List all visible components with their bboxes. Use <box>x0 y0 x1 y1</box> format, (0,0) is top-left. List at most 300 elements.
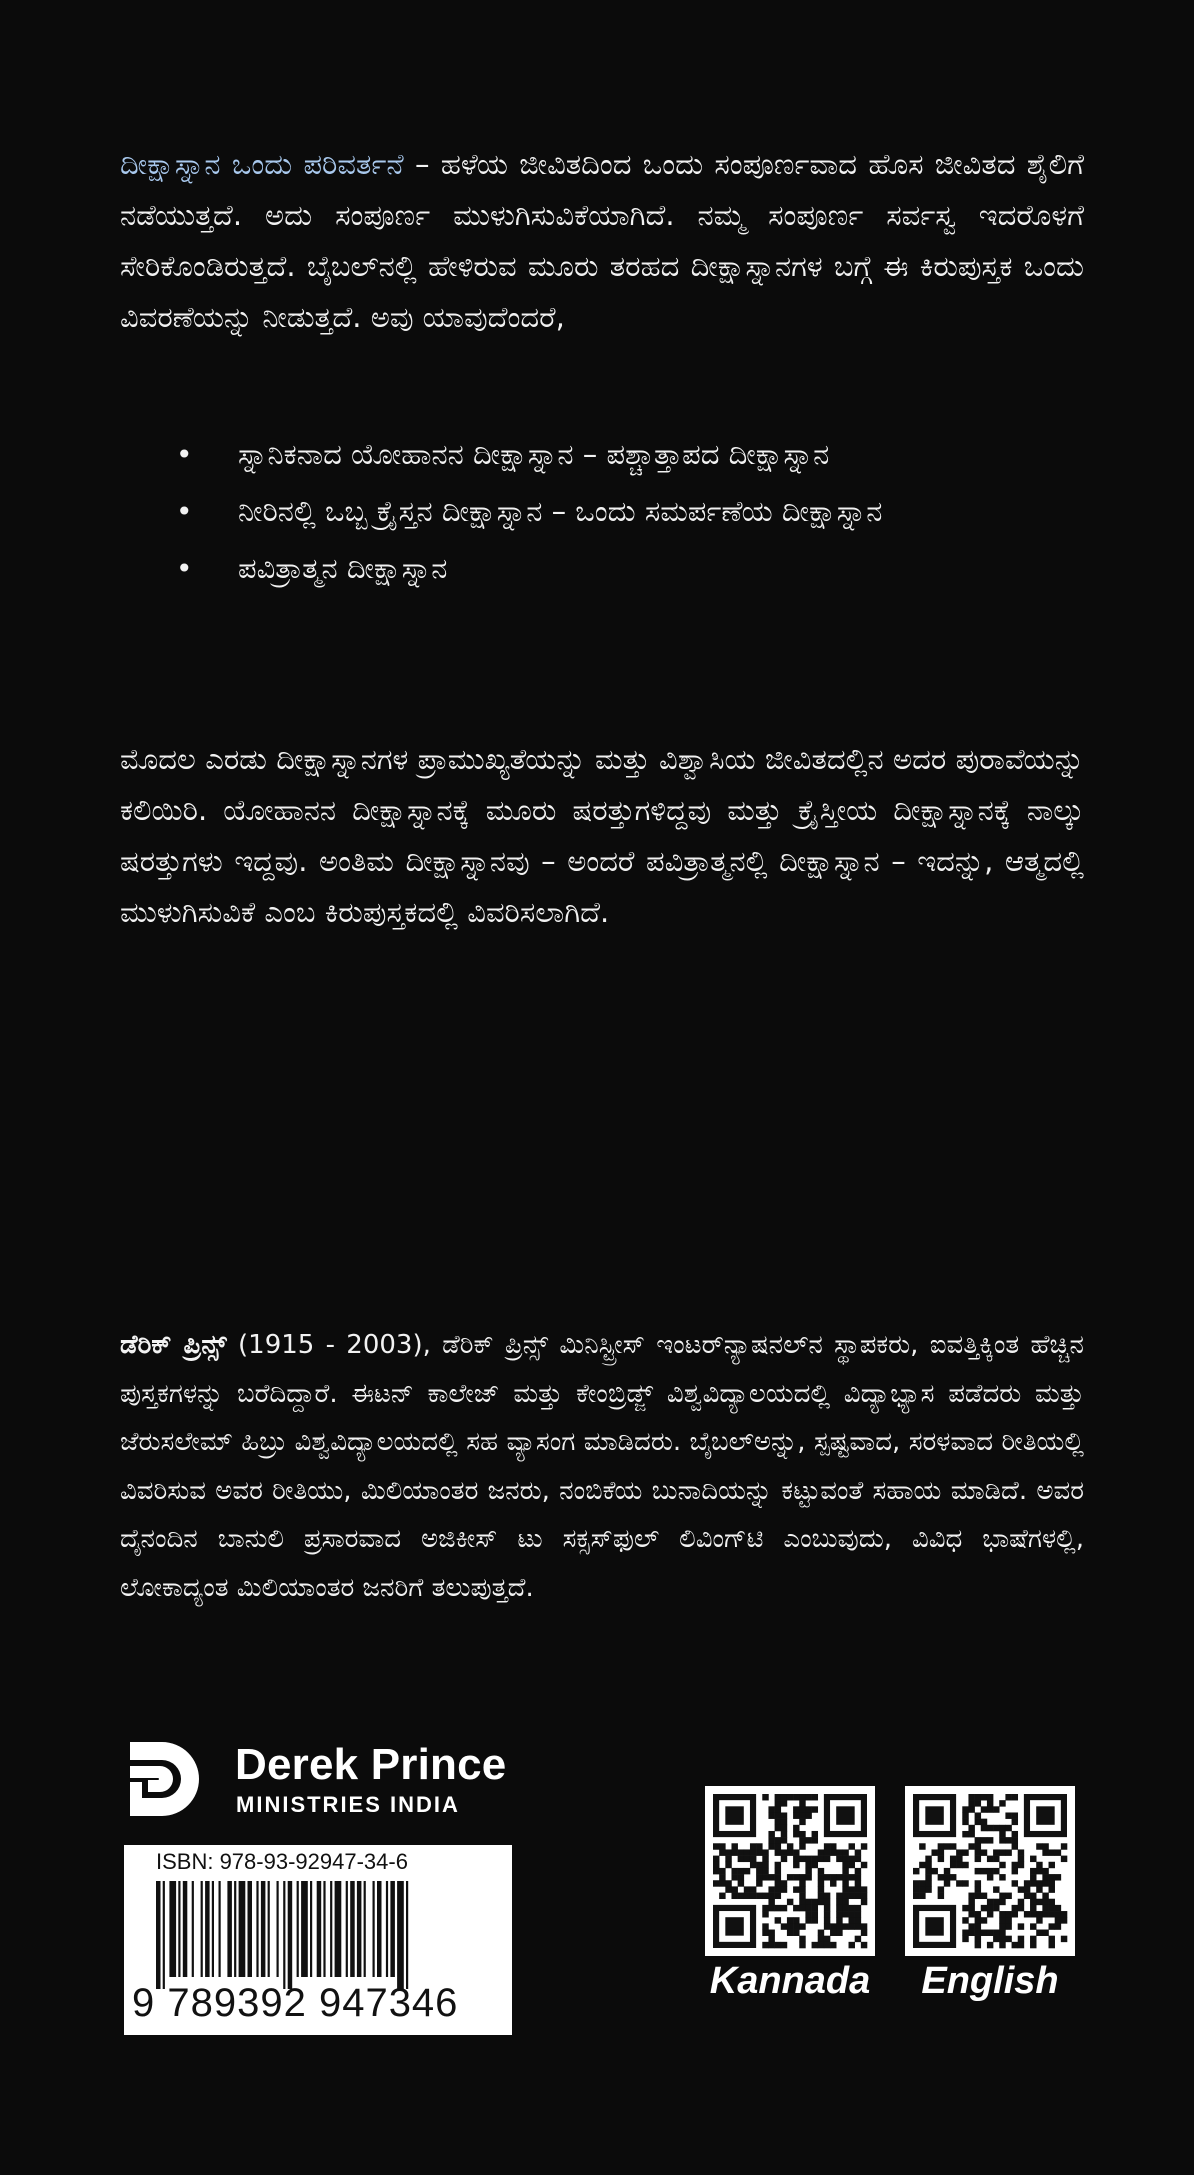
qr-module <box>849 1942 855 1948</box>
qr-module <box>824 1874 830 1880</box>
bullet-icon: • <box>176 552 193 585</box>
qr-module <box>775 1812 781 1818</box>
qr-module <box>1012 1831 1018 1837</box>
qr-module <box>842 1911 848 1917</box>
qr-module <box>824 1905 830 1911</box>
qr-module <box>999 1825 1005 1831</box>
barcode-bar <box>335 1881 342 1977</box>
qr-module <box>1012 1905 1018 1911</box>
qr-module <box>1055 1849 1061 1855</box>
qr-module <box>913 1893 919 1899</box>
qr-module <box>999 1930 1005 1936</box>
qr-module <box>1055 1923 1061 1929</box>
qr-module <box>719 1868 725 1874</box>
qr-module <box>836 1893 842 1899</box>
qr-module <box>968 1899 974 1905</box>
qr-module <box>1030 1911 1036 1917</box>
qr-module <box>944 1868 950 1874</box>
qr-module <box>855 1868 861 1874</box>
qr-module <box>1036 1911 1042 1917</box>
qr-module <box>793 1886 799 1892</box>
qr-module <box>818 1936 824 1942</box>
qr-module <box>731 1843 737 1849</box>
qr-module <box>999 1911 1005 1917</box>
qr-module <box>836 1899 842 1905</box>
qr-module <box>925 1874 931 1880</box>
isbn-barcode <box>124 1845 512 2035</box>
qr-module <box>799 1794 805 1800</box>
qr-module <box>842 1862 848 1868</box>
barcode-bar <box>248 1881 253 1977</box>
qr-module <box>756 1862 762 1868</box>
qr-module <box>987 1825 993 1831</box>
qr-module <box>999 1800 1005 1806</box>
qr-module <box>768 1942 774 1948</box>
qr-module <box>738 1874 744 1880</box>
qr-module <box>744 1886 750 1892</box>
qr-module <box>756 1868 762 1874</box>
qr-module <box>799 1899 805 1905</box>
qr-module <box>812 1911 818 1917</box>
qr-module <box>799 1856 805 1862</box>
qr-module <box>1049 1899 1055 1905</box>
qr-module <box>713 1880 719 1886</box>
qr-module <box>999 1837 1005 1843</box>
qr-module <box>824 1856 830 1862</box>
qr-module <box>836 1905 842 1911</box>
qr-module <box>818 1856 824 1862</box>
qr-module <box>987 1868 993 1874</box>
qr-module <box>968 1825 974 1831</box>
qr-module <box>981 1837 987 1843</box>
qr-module <box>1055 1911 1061 1917</box>
qr-module <box>830 1942 836 1948</box>
qr-module <box>962 1806 968 1812</box>
qr-module <box>987 1930 993 1936</box>
barcode-bar <box>227 1881 232 1977</box>
qr-module <box>1042 1849 1048 1855</box>
qr-finder-center <box>1036 1806 1054 1824</box>
qr-module <box>799 1874 805 1880</box>
qr-module <box>944 1843 950 1849</box>
qr-module <box>781 1831 787 1837</box>
qr-module <box>775 1942 781 1948</box>
qr-module <box>731 1868 737 1874</box>
qr-module <box>925 1880 931 1886</box>
qr-module <box>818 1930 824 1936</box>
barcode-bar <box>406 1881 408 1989</box>
qr-module <box>812 1899 818 1905</box>
qr-module <box>744 1868 750 1874</box>
qr-module <box>931 1868 937 1874</box>
qr-module <box>799 1880 805 1886</box>
qr-module <box>950 1843 956 1849</box>
qr-module <box>975 1880 981 1886</box>
barcode-bar <box>192 1881 194 1977</box>
qr-module <box>1042 1868 1048 1874</box>
qr-module <box>775 1806 781 1812</box>
qr-module <box>1042 1905 1048 1911</box>
qr-module <box>855 1923 861 1929</box>
barcode-bar <box>205 1881 210 1977</box>
qr-module <box>1012 1911 1018 1917</box>
bullet-icon: • <box>176 438 193 471</box>
qr-module <box>719 1880 725 1886</box>
qr-module <box>793 1794 799 1800</box>
barcode-bar <box>377 1881 382 1977</box>
qr-module <box>938 1856 944 1862</box>
qr-module <box>768 1812 774 1818</box>
qr-module <box>981 1806 987 1812</box>
barcode-bar <box>268 1881 270 1977</box>
list-item-text: ನೀರಿನಲ್ಲಿ ಒಬ್ಬ ಕ್ರೈಸ್ತನ ದೀಕ್ಷಾಸ್ನಾನ – ಒಂದು ಸಮರ್ಪಣೆಯ ದೀಕ್ಷಾಸ್ನಾನ <box>238 494 883 528</box>
qr-module <box>938 1886 944 1892</box>
qr-module <box>975 1893 981 1899</box>
barcode-bar <box>364 1881 366 1977</box>
qr-module <box>768 1837 774 1843</box>
qr-module <box>1055 1917 1061 1923</box>
qr-module <box>781 1923 787 1929</box>
qr-module <box>756 1874 762 1880</box>
qr-module <box>805 1917 811 1923</box>
baptism-types-list <box>120 426 1080 597</box>
qr-module <box>1005 1923 1011 1929</box>
qr-module <box>1055 1874 1061 1880</box>
qr-module <box>762 1874 768 1880</box>
qr-module <box>824 1843 830 1849</box>
list-item-text: ಪವಿತ್ರಾತ್ಮನ ದೀಕ್ಷಾಸ್ನಾನ <box>238 551 448 585</box>
qr-module <box>1024 1911 1030 1917</box>
qr-module <box>799 1806 805 1812</box>
qr-module <box>962 1880 968 1886</box>
qr-module <box>762 1794 768 1800</box>
dpm-logo-icon <box>122 1736 204 1822</box>
qr-module <box>768 1831 774 1837</box>
qr-module <box>1049 1923 1055 1929</box>
qr-module <box>855 1936 861 1942</box>
qr-label-kannada: Kannada <box>709 1960 871 2002</box>
summary-paragraph: ಮೊದಲ ಎರಡು ದೀಕ್ಷಾಸ್ನಾನಗಳ ಪ್ರಾಮುಖ್ಯತೆಯನ್ನು ಮತ್ತು ವಿಶ್ವಾಸಿಯ ಜೀವಿತದಲ್ಲಿನ ಅದರ ಪುರಾವೆಯನ್ನು ಕಲಿಯಿರಿ. ಯೋಹಾನನ ದೀಕ್ಷಾಸ್ನಾನಕ್ಕೆ ಮೂರು ಷರತ್ತುಗಳಿದ್ದವು ಮತ್ತು ಕ್ರೈಸ್ತೀಯ ದೀಕ್ಷಾಸ್ನಾನಕ್ಕೆ ನಾಲ್ಕು ಷರತ್ತುಗಳು ಇದ್ದವು. ಅಂತಿಮ ದೀಕ್ಷಾಸ್ನಾನವು – ಅಂದರೆ ಪವಿತ್ರಾತ್ಮನಲ್ಲಿ ದೀಕ್ಷಾಸ್ನಾನ – ಇದನ್ನು, ಆತ್ಮದಲ್ಲಿ ಮುಳುಗಿಸುವಿಕೆ ಎಂಬ ಕಿರುಪುಸ್ತಕದಲ್ಲಿ ವಿವರಿಸಲಾಗಿದೆ. <box>120 742 1084 929</box>
qr-module <box>744 1856 750 1862</box>
qr-module <box>787 1923 793 1929</box>
qr-module <box>849 1862 855 1868</box>
qr-module <box>962 1831 968 1837</box>
qr-module <box>842 1868 848 1874</box>
qr-module <box>938 1849 944 1855</box>
qr-module <box>1018 1849 1024 1855</box>
qr-module <box>775 1874 781 1880</box>
qr-module <box>987 1911 993 1917</box>
qr-module <box>993 1868 999 1874</box>
qr-module <box>725 1862 731 1868</box>
qr-module <box>805 1899 811 1905</box>
isbn-text: ISBN: 978-93-92947-34-6 <box>156 1849 408 1874</box>
qr-module <box>861 1893 867 1899</box>
barcode-icon <box>156 1881 496 1989</box>
qr-module <box>818 1942 824 1948</box>
qr-module <box>855 1905 861 1911</box>
qr-module <box>975 1886 981 1892</box>
qr-module <box>938 1893 944 1899</box>
qr-module <box>805 1868 811 1874</box>
qr-module <box>725 1880 731 1886</box>
qr-module <box>1030 1893 1036 1899</box>
qr-module <box>993 1930 999 1936</box>
qr-module <box>938 1843 944 1849</box>
qr-module <box>919 1880 925 1886</box>
qr-module <box>762 1942 768 1948</box>
qr-module <box>756 1849 762 1855</box>
qr-module <box>787 1874 793 1880</box>
qr-module <box>793 1831 799 1837</box>
qr-module <box>750 1856 756 1862</box>
qr-module <box>750 1862 756 1868</box>
qr-module <box>762 1893 768 1899</box>
qr-module <box>799 1843 805 1849</box>
qr-module <box>1030 1874 1036 1880</box>
qr-module <box>781 1812 787 1818</box>
barcode-bar <box>283 1881 285 1989</box>
qr-finder-center <box>725 1806 743 1824</box>
qr-module <box>787 1917 793 1923</box>
qr-module <box>799 1812 805 1818</box>
qr-module <box>975 1837 981 1843</box>
qr-module <box>719 1893 725 1899</box>
qr-module <box>981 1849 987 1855</box>
qr-module <box>768 1936 774 1942</box>
qr-module <box>750 1843 756 1849</box>
qr-module <box>1030 1868 1036 1874</box>
qr-module <box>999 1862 1005 1868</box>
qr-module <box>842 1923 848 1929</box>
qr-module <box>956 1849 962 1855</box>
barcode-bar <box>350 1881 355 1977</box>
qr-module <box>855 1911 861 1917</box>
qr-module <box>925 1862 931 1868</box>
qr-module <box>913 1886 919 1892</box>
qr-module <box>1042 1911 1048 1917</box>
qr-module <box>713 1868 719 1874</box>
qr-module <box>1049 1849 1055 1855</box>
qr-module <box>1012 1812 1018 1818</box>
qr-module <box>731 1874 737 1880</box>
qr-module <box>968 1923 974 1929</box>
qr-module <box>719 1874 725 1880</box>
qr-module <box>756 1880 762 1886</box>
barcode-bar <box>390 1881 395 1977</box>
qr-module <box>1005 1812 1011 1818</box>
barcode-bar <box>239 1881 246 1977</box>
qr-module <box>919 1893 925 1899</box>
qr-module <box>925 1856 931 1862</box>
qr-module <box>762 1911 768 1917</box>
qr-module <box>855 1886 861 1892</box>
qr-module <box>1012 1880 1018 1886</box>
qr-module <box>1036 1930 1042 1936</box>
qr-module <box>861 1930 867 1936</box>
barcode-bar <box>323 1881 325 1977</box>
qr-module <box>793 1825 799 1831</box>
qr-module <box>962 1819 968 1825</box>
qr-module <box>799 1923 805 1929</box>
qr-module <box>738 1856 744 1862</box>
qr-module <box>975 1930 981 1936</box>
qr-module <box>1030 1856 1036 1862</box>
qr-module <box>999 1899 1005 1905</box>
qr-module <box>793 1849 799 1855</box>
qr-module <box>818 1893 824 1899</box>
qr-module <box>849 1886 855 1892</box>
qr-module <box>787 1930 793 1936</box>
qr-module <box>975 1843 981 1849</box>
qr-module <box>781 1825 787 1831</box>
qr-module <box>981 1825 987 1831</box>
qr-module <box>775 1794 781 1800</box>
qr-module <box>842 1886 848 1892</box>
qr-module <box>787 1794 793 1800</box>
qr-module <box>919 1862 925 1868</box>
qr-module <box>812 1806 818 1812</box>
qr-module <box>1005 1936 1011 1942</box>
list-item <box>120 540 1080 597</box>
qr-module <box>1036 1868 1042 1874</box>
qr-module <box>999 1936 1005 1942</box>
qr-module <box>1030 1899 1036 1905</box>
qr-module <box>731 1849 737 1855</box>
qr-module <box>775 1862 781 1868</box>
qr-module <box>1042 1874 1048 1880</box>
qr-module <box>1030 1942 1036 1948</box>
qr-module <box>762 1923 768 1929</box>
qr-module <box>1042 1899 1048 1905</box>
qr-module <box>805 1862 811 1868</box>
qr-module <box>993 1886 999 1892</box>
qr-finder-center <box>925 1806 943 1824</box>
qr-module <box>968 1843 974 1849</box>
list-item <box>120 426 1080 483</box>
qr-module <box>793 1923 799 1929</box>
qr-module <box>775 1868 781 1874</box>
qr-module <box>1018 1886 1024 1892</box>
qr-module <box>1042 1880 1048 1886</box>
qr-module <box>1061 1917 1067 1923</box>
qr-module <box>812 1794 818 1800</box>
qr-module <box>738 1849 744 1855</box>
qr-module <box>861 1843 867 1849</box>
qr-module <box>1055 1905 1061 1911</box>
qr-module <box>812 1837 818 1843</box>
qr-module <box>1005 1849 1011 1855</box>
qr-module <box>768 1930 774 1936</box>
qr-module <box>975 1942 981 1948</box>
qr-module <box>713 1843 719 1849</box>
qr-module <box>975 1936 981 1942</box>
publisher-subtitle: MINISTRIES INDIA <box>236 1792 460 1817</box>
qr-module <box>975 1794 981 1800</box>
qr-module <box>756 1893 762 1899</box>
qr-code-english[interactable] <box>905 1786 1075 1956</box>
qr-module <box>824 1911 830 1917</box>
qr-module <box>1012 1794 1018 1800</box>
barcode-bar <box>256 1881 258 1977</box>
bullet-icon: • <box>176 495 193 528</box>
qr-module <box>713 1862 719 1868</box>
qr-module <box>1012 1819 1018 1825</box>
qr-module <box>938 1874 944 1880</box>
qr-module <box>824 1923 830 1929</box>
qr-module <box>1005 1917 1011 1923</box>
qr-module <box>836 1911 842 1917</box>
qr-module <box>962 1930 968 1936</box>
qr-module <box>818 1849 824 1855</box>
qr-module <box>1018 1899 1024 1905</box>
qr-module <box>968 1893 974 1899</box>
qr-module <box>861 1942 867 1948</box>
qr-module <box>855 1856 861 1862</box>
qr-module <box>956 1880 962 1886</box>
qr-module <box>1030 1936 1036 1942</box>
qr-module <box>999 1942 1005 1948</box>
qr-module <box>824 1893 830 1899</box>
qr-module <box>968 1905 974 1911</box>
qr-module <box>731 1886 737 1892</box>
qr-module <box>981 1794 987 1800</box>
qr-module <box>781 1880 787 1886</box>
qr-module <box>962 1917 968 1923</box>
qr-module <box>762 1905 768 1911</box>
qr-module <box>824 1917 830 1923</box>
qr-module <box>1036 1862 1042 1868</box>
qr-module <box>842 1856 848 1862</box>
qr-module <box>987 1874 993 1880</box>
barcode-bar <box>261 1881 266 1977</box>
qr-module <box>975 1856 981 1862</box>
qr-module <box>787 1899 793 1905</box>
qr-module <box>944 1880 950 1886</box>
qr-module <box>919 1886 925 1892</box>
qr-module <box>781 1856 787 1862</box>
qr-module <box>799 1905 805 1911</box>
qr-finder-center <box>725 1917 743 1935</box>
list-item <box>120 483 1080 540</box>
qr-module <box>1012 1942 1018 1948</box>
qr-code-icon <box>705 1786 875 1956</box>
qr-module <box>849 1923 855 1929</box>
barcode-bar <box>234 1881 236 1977</box>
qr-module <box>962 1936 968 1942</box>
author-bio <box>120 1321 1084 1612</box>
qr-module <box>1005 1825 1011 1831</box>
qr-module <box>799 1893 805 1899</box>
qr-module <box>956 1856 962 1862</box>
qr-module <box>812 1831 818 1837</box>
barcode-bar <box>397 1881 404 1989</box>
qr-module <box>781 1905 787 1911</box>
qr-module <box>793 1806 799 1812</box>
qr-module <box>812 1862 818 1868</box>
qr-module <box>805 1911 811 1917</box>
qr-module <box>993 1936 999 1942</box>
qr-module <box>731 1893 737 1899</box>
qr-module <box>744 1893 750 1899</box>
qr-module <box>762 1930 768 1936</box>
qr-module <box>913 1868 919 1874</box>
author-name: ಡೆರಿಕ್ ಪ್ರಿನ್ಸ್ <box>120 1330 227 1360</box>
qr-code-kannada[interactable] <box>705 1786 875 1956</box>
qr-module <box>836 1874 842 1880</box>
qr-module <box>830 1874 836 1880</box>
qr-module <box>824 1849 830 1855</box>
